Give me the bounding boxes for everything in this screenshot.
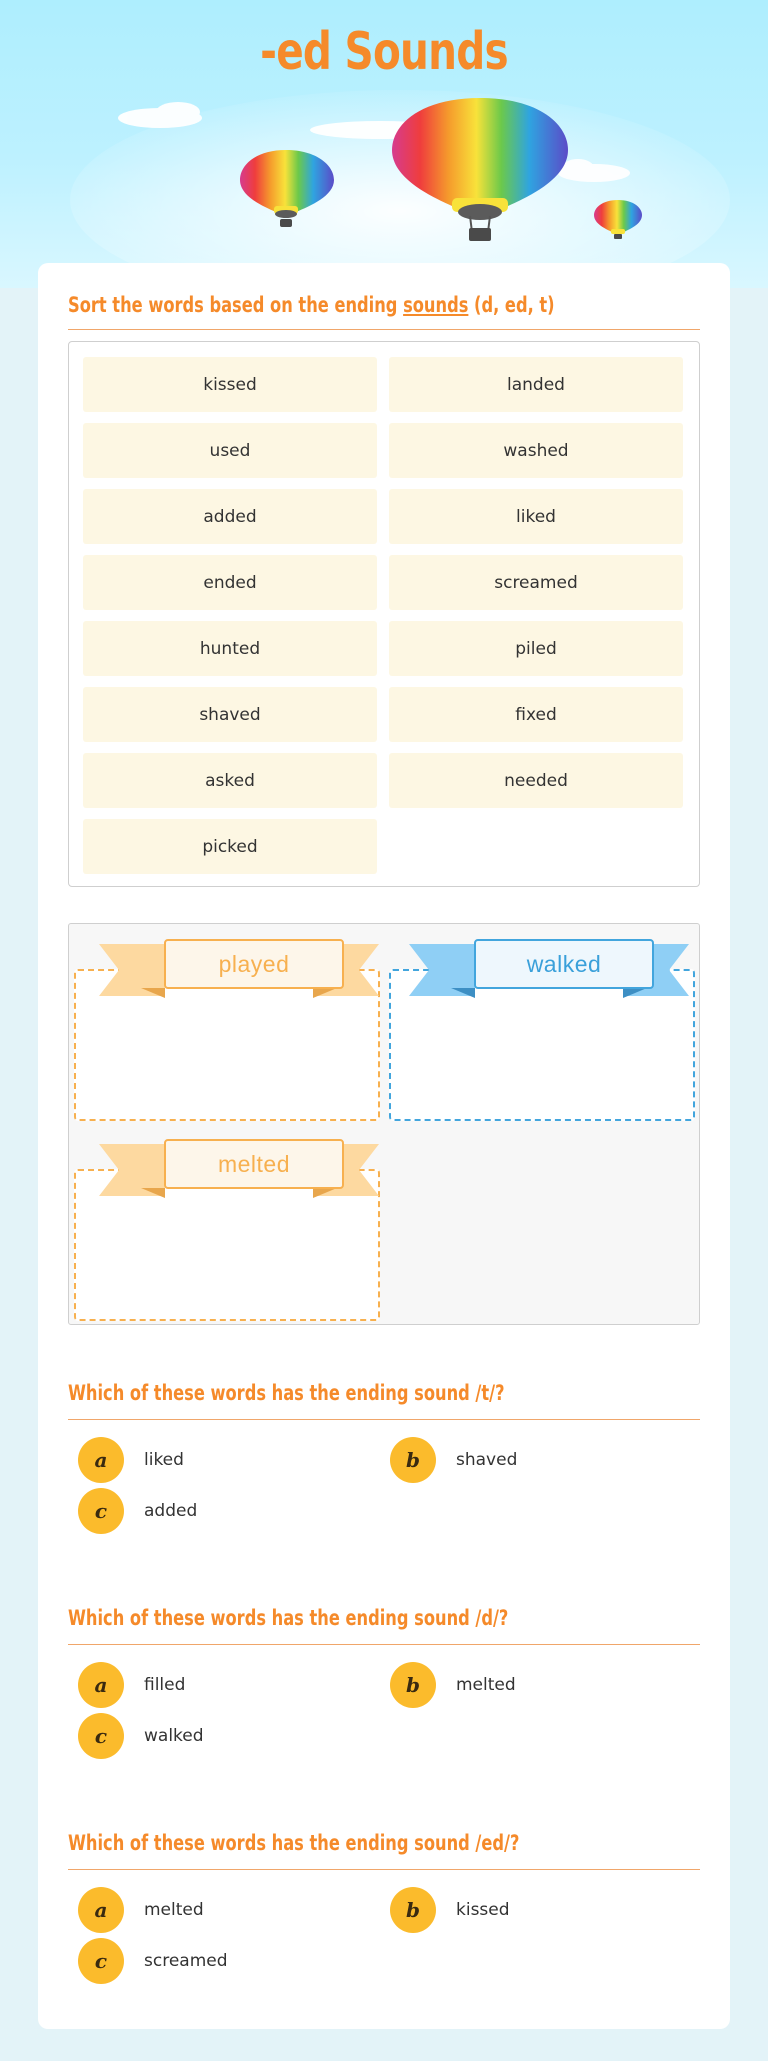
- category-banner-melted: [99, 1132, 379, 1198]
- category-banner-played: [99, 932, 379, 998]
- option-letter-badge: b: [390, 1887, 436, 1933]
- category-label: walked: [526, 950, 602, 977]
- answer-option-b[interactable]: [390, 1887, 510, 1933]
- option-text: shaved: [456, 1450, 518, 1470]
- category-label: melted: [217, 1150, 291, 1177]
- header-banner: [0, 0, 768, 288]
- question-prompt: Which of these words has the ending sound /d/?: [68, 1606, 509, 1630]
- option-letter-badge: b: [390, 1437, 436, 1483]
- answer-option-c[interactable]: [78, 1938, 228, 1984]
- word-chip[interactable]: added: [83, 489, 377, 544]
- divider: [68, 1644, 700, 1645]
- answer-option-c[interactable]: [78, 1713, 204, 1759]
- word-chip[interactable]: liked: [389, 489, 683, 544]
- question-prompt: Which of these words has the ending sound /t/?: [68, 1381, 505, 1405]
- answer-option-a[interactable]: [78, 1887, 204, 1933]
- option-letter-badge: c: [78, 1713, 124, 1759]
- answer-option-b[interactable]: [390, 1437, 517, 1483]
- category-banner-walked: [409, 932, 689, 998]
- word-bank: [68, 341, 700, 887]
- divider: [68, 1869, 700, 1870]
- option-text: filled: [144, 1675, 186, 1695]
- worksheet-card: [38, 263, 730, 2029]
- option-text: added: [144, 1501, 198, 1521]
- category-label: played: [218, 950, 290, 977]
- word-chip[interactable]: piled: [389, 621, 683, 676]
- option-text: kissed: [456, 1900, 510, 1920]
- answer-option-c[interactable]: [78, 1488, 197, 1534]
- divider: [68, 329, 700, 330]
- option-text: melted: [144, 1900, 204, 1920]
- option-letter-badge: a: [78, 1437, 124, 1483]
- word-chip[interactable]: kissed: [83, 357, 377, 412]
- answer-option-a[interactable]: [78, 1662, 185, 1708]
- question-prompt: Which of these words has the ending sound /ed/?: [68, 1831, 520, 1855]
- word-chip[interactable]: asked: [83, 753, 377, 808]
- word-chip[interactable]: shaved: [83, 687, 377, 742]
- option-text: walked: [144, 1726, 204, 1746]
- option-letter-badge: c: [78, 1938, 124, 1984]
- word-chip[interactable]: fixed: [389, 687, 683, 742]
- option-letter-badge: a: [78, 1662, 124, 1708]
- word-chip[interactable]: used: [83, 423, 377, 478]
- answer-option-b[interactable]: [390, 1662, 516, 1708]
- option-text: melted: [456, 1675, 516, 1695]
- option-letter-badge: b: [390, 1662, 436, 1708]
- option-text: liked: [144, 1450, 184, 1470]
- option-text: screamed: [144, 1951, 228, 1971]
- sort-area: [68, 923, 700, 1325]
- sort-heading: Sort the words based on the ending sounds (d, ed, t): [68, 293, 555, 317]
- word-chip[interactable]: needed: [389, 753, 683, 808]
- word-chip[interactable]: ended: [83, 555, 377, 610]
- word-chip[interactable]: screamed: [389, 555, 683, 610]
- page-title: -ed Sounds: [260, 22, 508, 82]
- option-letter-badge: c: [78, 1488, 124, 1534]
- answer-option-a[interactable]: [78, 1437, 184, 1483]
- word-chip[interactable]: hunted: [83, 621, 377, 676]
- option-letter-badge: a: [78, 1887, 124, 1933]
- word-chip[interactable]: washed: [389, 423, 683, 478]
- divider: [68, 1419, 700, 1420]
- word-chip[interactable]: picked: [83, 819, 377, 874]
- word-chip[interactable]: landed: [389, 357, 683, 412]
